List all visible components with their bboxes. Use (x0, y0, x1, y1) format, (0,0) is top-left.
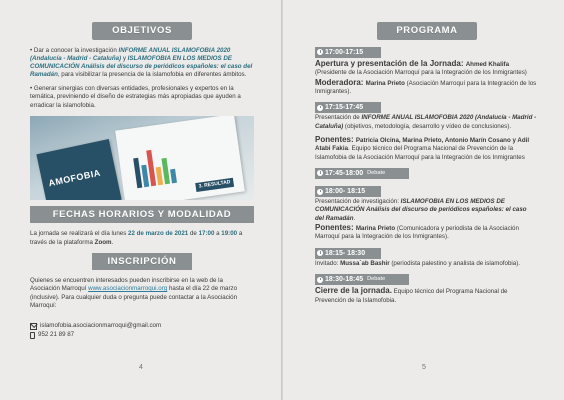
fechas-text-3: a (214, 230, 222, 238)
time-label: 17:15-17:45 (325, 104, 364, 112)
time-badge (315, 274, 409, 285)
inscripcion-heading: INSCRIPCIÓN (92, 253, 192, 271)
time-badge (315, 47, 381, 58)
fechas-text (30, 230, 254, 246)
clock-icon (317, 105, 323, 111)
page-number-right: 5 (422, 363, 426, 371)
presentation-details: (objetivos, metodología, desarrollo y vídeo de conclusiones). (343, 122, 512, 130)
event-date: 22 de marzo de 2021 (128, 230, 189, 238)
report-section-label: 3. RESULTAD (195, 178, 234, 192)
speaker-description: (Presidente de la Asociación Marroquí para la Integración de los Inmigrantes) (315, 69, 527, 77)
objective-1-conjunction: y (121, 54, 128, 62)
report-chart-bar (156, 167, 163, 186)
clock-icon (317, 277, 323, 283)
speaker-names: Patricia Olcina, Marina Prieto, Antonio Marín Cosano y Adil Atabi Fakia (315, 136, 530, 153)
open-report (115, 116, 245, 200)
email-address[interactable]: islamofobia.asociacionmarroqui@gmail.com (40, 322, 162, 330)
time-badge (315, 102, 381, 113)
website-link[interactable]: www.asociacionmarroqui.org (88, 285, 168, 293)
report-photo (30, 116, 254, 200)
left-page (0, 0, 281, 400)
phone-contact (30, 331, 254, 339)
speaker-name: Marina Prieto (355, 224, 396, 232)
speakers-heading: Ponentes: (315, 134, 356, 144)
objective-1-end: , para visibilizar la presencia de la islamofobia en diferentes ámbitos. (57, 71, 247, 79)
closing-heading: Cierre de la jornada. (315, 286, 392, 296)
schedule-slot-2 (315, 102, 537, 162)
clock-icon (317, 49, 323, 55)
clock-icon (317, 170, 323, 176)
guest-description: (periodista palestino y analista de islamofobia). (389, 259, 520, 267)
medios-title: ISLAMOFOBIA EN LOS MEDIOS DE COMUNICACIÓN Análisis del discurso de periódicos españoles: el caso del Ramadán (315, 198, 527, 222)
slot-1-opening (315, 59, 537, 70)
guest-name: Mussa´ab Bashir (340, 259, 390, 267)
end-time: 19:00 (221, 230, 238, 238)
informe-anual-title: INFORME ANUAL ISLAMOFOBIA 2020 (Andalucía - Madrid - Cataluña) (30, 46, 231, 62)
presentation-intro: Presentación de investigación: (315, 198, 401, 206)
fechas-text-2: de (188, 230, 199, 238)
report-chart-bar (161, 158, 170, 184)
slot-2-presentation (315, 114, 537, 130)
report-cover-text: AMOFOBIA (47, 167, 102, 189)
fechas-text-5: . (111, 238, 114, 246)
slot-2-speakers (315, 135, 537, 162)
inscripcion-text-2: hasta el día 22 de marzo (inclusive). Para cualquier duda o pregunta puede contactar a la Asociación Marroquí: (30, 285, 238, 309)
inscripcion-text (30, 277, 254, 310)
envelope-icon (30, 323, 37, 330)
slot-6-closing (315, 286, 537, 305)
schedule-slot-5 (315, 248, 537, 268)
slot-5-guest (315, 260, 537, 268)
fechas-text-4: a través de la plataforma (30, 230, 243, 246)
slot-4-presentation (315, 198, 537, 223)
objective-2: • Generar sinergias con diversas entidades, profesionales y expertos en la temática, previniendo el diseño de estrategias más apropiadas que ayuden a erradicar la islamofobia. (30, 85, 241, 109)
schedule-slot-6 (315, 274, 537, 305)
slot-1-moderator (315, 78, 537, 97)
schedule-slot-4 (315, 186, 537, 242)
speaker-name: Ahmed Khalifa (465, 60, 510, 68)
objetivos-heading: OBJETIVOS (92, 22, 192, 40)
right-column (315, 22, 537, 311)
speaker-description: (Comunicadora y periodista de la Asociación Marroquí para la Integración de los Inmigrantes). (315, 224, 519, 241)
speakers-description: . Equipo técnico del Programa Nacional de Prevención de la Islamofobia de la Asociación Marroquí para la Integración de los Inmigrantes (315, 145, 525, 161)
platform-name: Zoom (94, 238, 112, 246)
phone-number[interactable]: 952 21 89 87 (38, 331, 75, 339)
fechas-heading: FECHAS HORARIOS Y MODALIDAD (30, 206, 254, 224)
page-number-left: 4 (139, 363, 143, 371)
time-label: 17:00-17:15 (325, 48, 364, 56)
time-badge (315, 186, 381, 197)
fechas-text-1: La jornada se realizará el día lunes (30, 230, 129, 238)
time-label: 17:45-18:00 (325, 169, 364, 177)
phone-icon (30, 332, 35, 339)
objective-1 (30, 47, 254, 80)
informe-title: INFORME ANUAL ISLAMOFOBIA 2020 (Andalucía - Madrid - Cataluña) (315, 114, 537, 130)
moderator-description: (Asociación Marroquí para la Integración de los Inmigrantes). (315, 79, 537, 96)
clock-icon (317, 250, 323, 256)
presentation-end: . (353, 214, 356, 222)
slot-4-speakers (315, 223, 537, 242)
guest-heading: Invitado: (315, 259, 341, 267)
schedule-slot-3 (315, 168, 537, 180)
time-label: 18:30-18:45 (325, 275, 364, 283)
inscripcion-text-1: Quienes se encuentren interesados pueden inscribirse en la web de la Asociación Marroquí (30, 277, 223, 293)
time-badge (315, 168, 409, 179)
report-chart-bar (170, 169, 177, 184)
presentation-intro: Presentación de (315, 114, 362, 122)
report-cover (36, 139, 121, 200)
left-column (30, 22, 254, 340)
debate-tag: Debate (367, 275, 386, 282)
time-label: 18:00- 18:15 (325, 188, 366, 195)
time-badge (315, 248, 381, 259)
moderator-heading: Moderadora: (315, 77, 366, 87)
moderator-name: Marina Prieto (365, 79, 405, 87)
programa-heading: PROGRAMA (377, 22, 477, 40)
debate-tag: Debate (367, 169, 386, 176)
schedule-slot-1 (315, 47, 537, 97)
report-chart-bar (133, 158, 142, 188)
speakers-heading: Ponentes: (315, 222, 356, 232)
right-page (283, 0, 564, 400)
medios-research-title: ISLAMOFOBIA EN LOS MEDIOS DE COMUNICACIÓN Análisis del discurso de periódicos españoles: el caso del Ramadán (30, 54, 253, 79)
opening-heading: Apertura y presentación de la Jornada: (315, 58, 466, 68)
time-label: 18:15- 18:30 (325, 249, 366, 257)
objective-1-text: • Dar a conocer la investigación (30, 46, 119, 54)
start-time: 17:00 (198, 230, 215, 238)
email-contact (30, 322, 254, 330)
closing-description: Equipo técnico del Programa Nacional de Prevención de la Islamofobia. (315, 288, 508, 304)
clock-icon (317, 189, 323, 195)
